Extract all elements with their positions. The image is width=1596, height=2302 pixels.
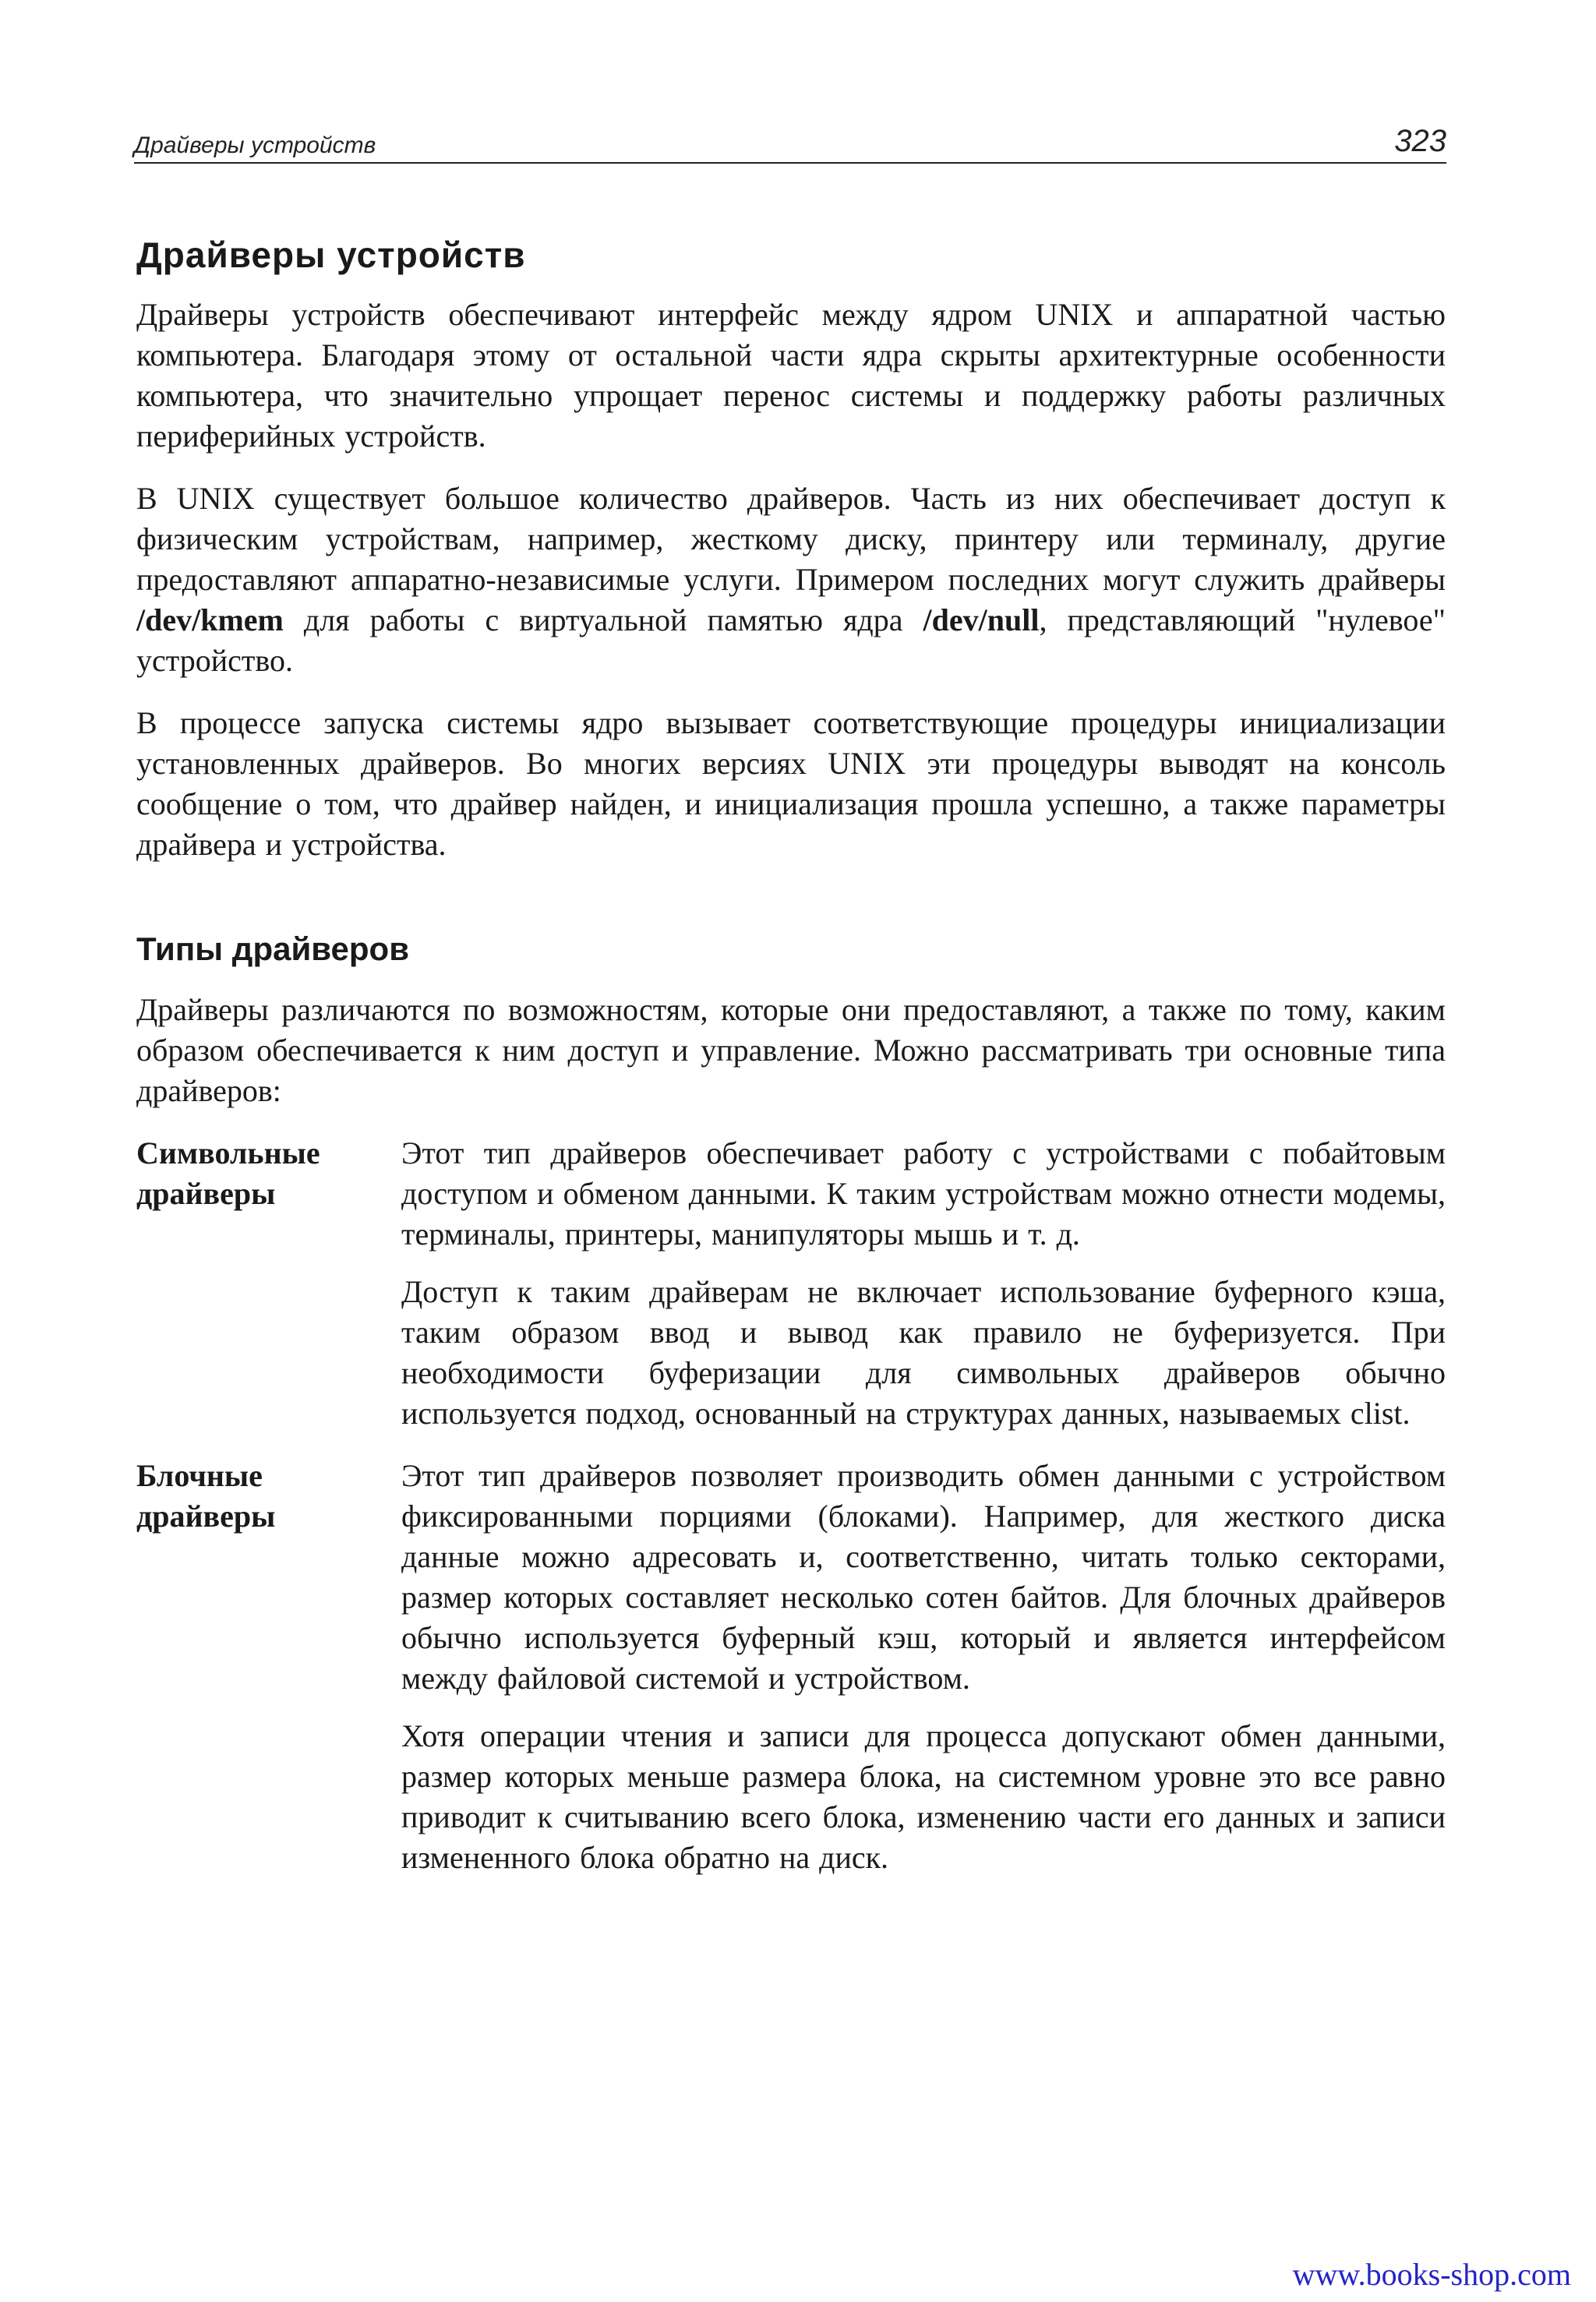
paragraph-text: , представляющий "нулевое" устройство. bbox=[136, 602, 1446, 678]
paragraph-text: В UNIX существует большое количество драйверов. Часть из них обеспечивает доступ к физическим устройствам, например, жесткому диску, принтеру или терминалу, другие предоставляют аппаратно-независимые услуги. Примером последних могут служить драйверы bbox=[136, 481, 1446, 597]
paragraph-text: для работы с виртуальной памятью ядра bbox=[283, 602, 923, 637]
definition-paragraph: Этот тип драйверов обеспечивает работу с устройствами с побайтовым доступом и обменом данными. К таким устройствам можно отнести модемы, терминалы, принтеры, манипуляторы мышь и т. д. bbox=[401, 1135, 1446, 1252]
section-title: Драйверы устройств bbox=[136, 235, 526, 275]
definition-paragraph: Хотя операции чтения и записи для процесса допускают обмен данными, размер которых меньше размера блока, на системном уровне это все равно приводит к считыванию всего блока, изменению части его данных и записи измененного блока обратно на диск. bbox=[401, 1718, 1446, 1875]
paragraph-intro: Драйверы устройств обеспечивают интерфейс между ядром UNIX и аппаратной частью компьютера. Благодаря этому от остальной части ядра скрыты архитектурные особенности компьютера, что значительно упрощает перенос системы и поддержку работы различных периферийных устройств. bbox=[136, 297, 1446, 454]
kmem-device-path: /dev/kmem bbox=[136, 602, 284, 637]
paragraph-drivers-overview bbox=[136, 478, 1446, 681]
definition-character-drivers bbox=[136, 1133, 1446, 1451]
watermark-link[interactable]: www.books-shop.com bbox=[1292, 2257, 1571, 2292]
definition-term-line: Символьные bbox=[136, 1135, 320, 1170]
definition-paragraph: Доступ к таким драйверам не включает использование буферного кэша, таким образом ввод и вывод как правило не буферизуется. При необходимости буферизации для символьных драйверов обычно используется подход, основанный на структурах данных, называемых clist. bbox=[401, 1274, 1446, 1431]
definition-body bbox=[401, 1456, 1446, 1895]
subsection-title: Типы драйверов bbox=[136, 930, 410, 967]
page-content bbox=[136, 234, 1446, 1895]
definition-term-line: драйверы bbox=[136, 1499, 276, 1534]
definition-block-drivers bbox=[136, 1456, 1446, 1895]
definition-term-line: драйверы bbox=[136, 1176, 276, 1211]
definition-body bbox=[401, 1133, 1446, 1451]
definition-paragraph: Этот тип драйверов позволяет производить обмен данными с устройством фиксированными порциями (блоками). Например, для жесткого диска данные можно адресовать и, соответственно, читать только секторами, размер которых составляет несколько сотен байтов. Для блочных драйверов обычно используется буферный кэш, который и является интерфейсом между файловой системой и устройством. bbox=[401, 1458, 1446, 1696]
paragraph-driver-types: Драйверы различаются по возможностям, которые они предоставляют, а также по тому, каким образом обеспечивается к ним доступ и управление. Можно рассматривать три основные типа драйверов: bbox=[136, 992, 1446, 1108]
paragraph-boot-init: В процессе запуска системы ядро вызывает соответствующие процедуры инициализации установленных драйверов. Во многих версиях UNIX эти процедуры выводят на консоль сообщение о том, что драйвер найден, и инициализация прошла успешно, а также параметры драйвера и устройства. bbox=[136, 705, 1446, 862]
definition-term-line: Блочные bbox=[136, 1458, 263, 1493]
page-number: 323 bbox=[1394, 124, 1446, 158]
definition-term bbox=[136, 1456, 401, 1895]
running-header-section: Драйверы устройств bbox=[134, 132, 376, 158]
null-device-path: /dev/null bbox=[923, 602, 1040, 637]
running-header bbox=[134, 125, 1446, 164]
definition-term bbox=[136, 1133, 401, 1451]
